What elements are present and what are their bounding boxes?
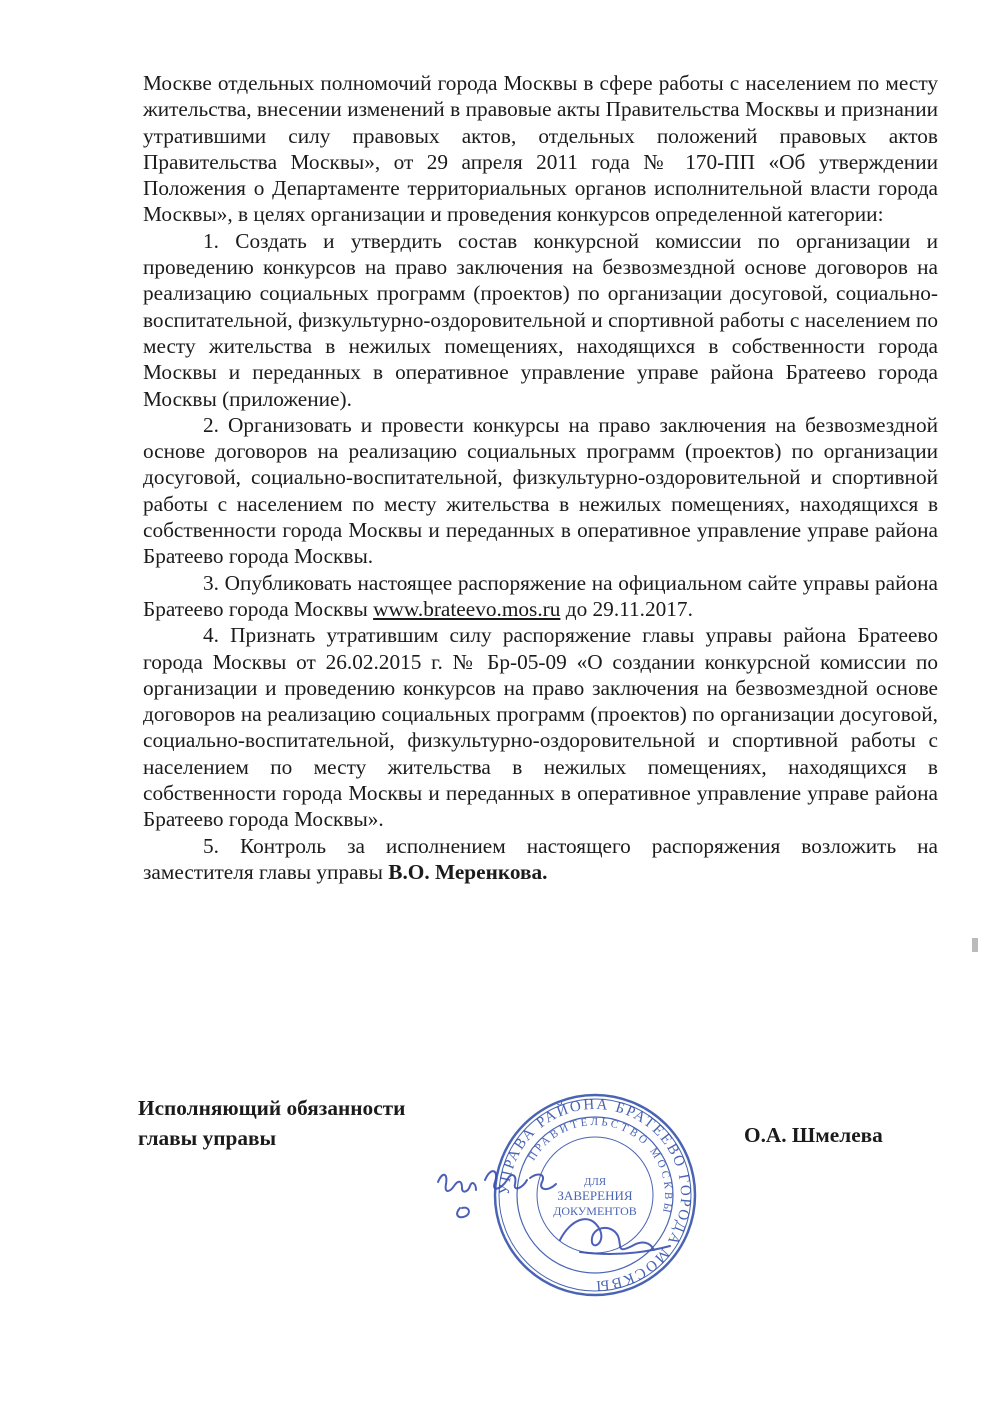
item-3-paragraph	[143, 570, 938, 623]
signatory-title	[138, 1093, 405, 1153]
signatory-title-line-2: главы управы	[138, 1126, 277, 1150]
intro-paragraph: Москве отдельных полномочий города Москвы в сфере работы с населением по месту жительства, внесении изменений в правовые акты Правительства Москвы и признании утратившими силу правовых актов, отдельных положений правовых актов Правительства Москвы», от 29 апреля 2011 года № 170-ПП «Об утверждении Положения о Департаменте территориальных органов исполнительной власти города Москвы», в целях организации и проведения конкурсов определенной категории:	[143, 71, 938, 227]
item-3-date: до 29.11.2017.	[560, 596, 693, 621]
seal-inner-text: ПРАВИТЕЛЬСТВО МОСКВЫ	[525, 1115, 675, 1217]
website-link[interactable]: www.brateevo.mos.ru	[373, 596, 561, 621]
scan-edge-mark	[972, 938, 978, 952]
handwritten-certification-signature	[430, 1160, 680, 1280]
item-4-paragraph: 4. Признать утратившим силу распоряжение главы управы района Братеево города Москвы от 26.02.2015 г. № Бр-05-09 «О создании конкурсной комиссии по организации и проведению конкурсов на право заключения на безвозмездной основе договоров на реализацию социальных программ (проектов) по организации досуговой, социально-воспитательной, физкультурно-оздоровительной и спортивной работы с населением по месту жительства в нежилых помещениях, находящихся в собственности города Москвы и переданных в оперативное управление управе района Братеево города Москвы».	[143, 623, 938, 832]
signatory-title-line-1: Исполняющий обязанности	[138, 1096, 406, 1120]
seal-center-line-1: ДЛЯ	[583, 1176, 607, 1188]
item-1-paragraph: 1. Создать и утвердить состав конкурсной комиссии по организации и проведению конкурсов на право заключения на безвозмездной основе договоров на реализацию социальных программ (проектов) по организации досуговой, социально-воспитательной, физкультурно-оздоровительной и спортивной работы с населением по месту жительства в нежилых помещениях, находящихся в собственности города Москвы и переданных в оперативное управление управе района Братеево города Москвы (приложение).	[143, 228, 938, 411]
item-2-paragraph: 2. Организовать и провести конкурсы на право заключения на безвозмездной основе договоров на реализацию социальных программ (проектов) по организации досуговой, социально-воспитательной, физкультурно-оздоровительной и спортивной работы с населением по месту жительства в нежилых помещениях, находящихся в собственности города Москвы и переданных в оперативное управление управе района Братеево города Москвы.	[143, 412, 938, 569]
seal-center-line-3: ДОКУМЕНТОВ	[553, 1204, 637, 1218]
document-body	[143, 70, 938, 885]
item-5-text: 5. Контроль за исполнением настоящего распоряжения возложить на заместителя главы управы	[143, 833, 938, 884]
item-5-paragraph	[143, 833, 938, 886]
signatory-name: О.А. Шмелева	[744, 1123, 883, 1147]
deputy-name: В.О. Меренкова.	[388, 859, 548, 884]
seal-outer-text: УПРАВА РАЙОНА БРАТЕЕВО ГОРОДА МОСКВЫ	[496, 1096, 694, 1294]
seal-center-line-2: ЗАВЕРЕНИЯ	[557, 1188, 633, 1203]
item-3-text: 3. Опубликовать настоящее распоряжение на официальном сайте управы района Братеево города Москвы	[143, 570, 938, 621]
